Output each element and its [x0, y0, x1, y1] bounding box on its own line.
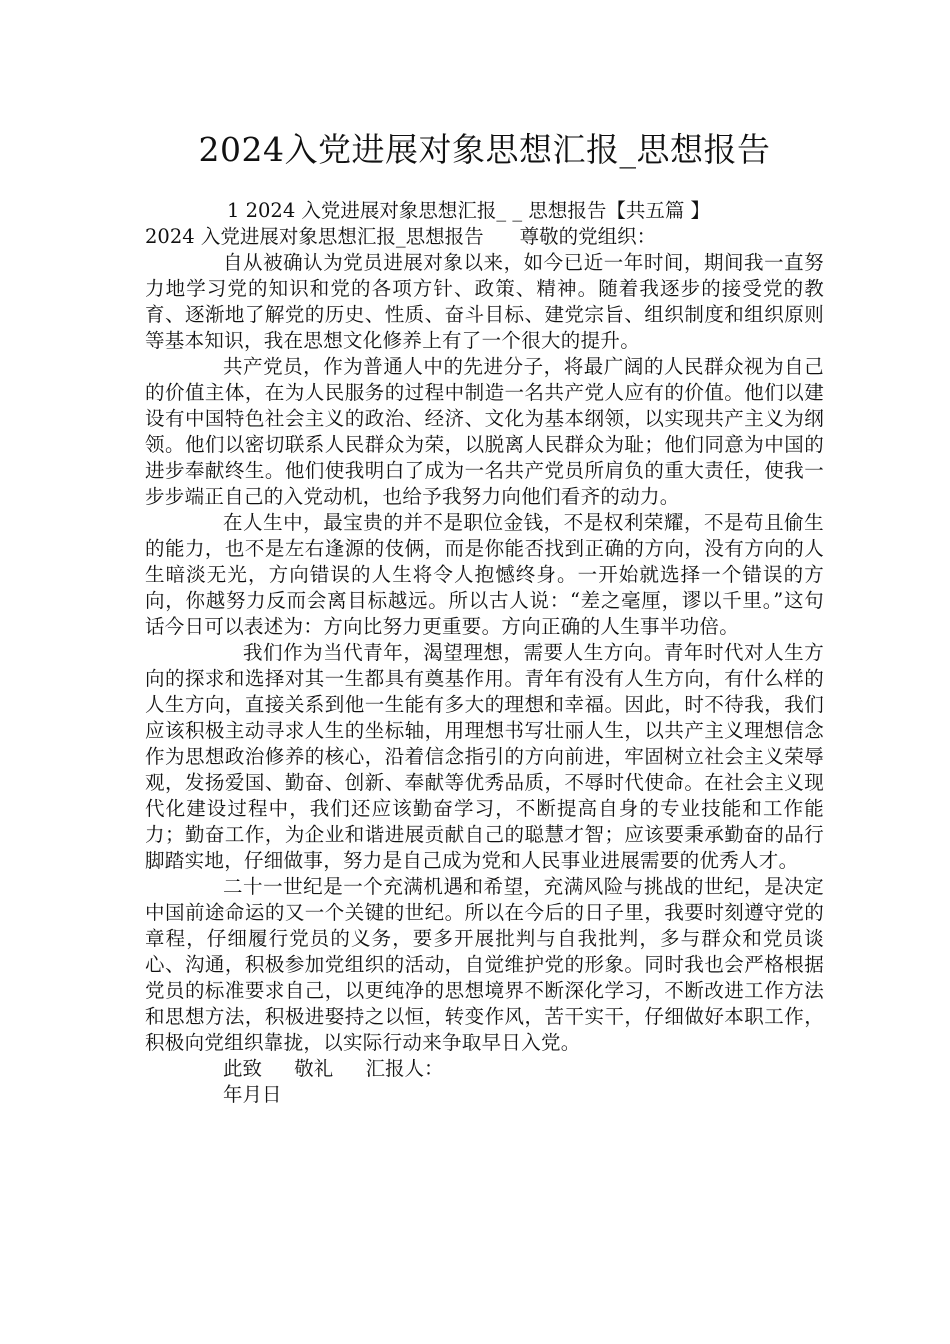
intro-line-2 — [145, 224, 824, 250]
closing-line — [145, 1056, 824, 1082]
closing-ci-zhi: 此致 — [223, 1057, 263, 1080]
intro-subtitle: 2024 入党进展对象思想汇报_思想报告 — [145, 225, 484, 248]
closing-reporter: 汇报人： — [365, 1057, 444, 1080]
closing-jing-li: 敬礼 — [294, 1057, 334, 1080]
document-title: 2024入党进展对象思想汇报_思想报告 — [198, 130, 771, 169]
date-line: 年月日 — [223, 1083, 282, 1106]
paragraph-5: 二十一世纪是一个充满机遇和希望，充满风险与挑战的世纪，是决定中国前途命运的又一个关键的世纪。所以在今后的日子里，我要时刻遵守党的章程，仔细履行党员的义务，要多开展批判与自我批判，多与群众和党员谈心、沟通，积极参加党组织的活动，自觉维护党的形象。同时我也会严格根据党员的标准要求自己，以更纯净的思想境界不断深化学习，不断改进工作方法和思想方法，积极进娶持之以恒，转变作风，苦干实干，仔细做好本职工作，积极向党组织靠拢，以实际行动来争取早日入党。 — [145, 875, 824, 1054]
paragraph-2: 共产党员，作为普通人中的先进分子，将最广阔的人民群众视为自己的价值主体，在为人民服务的过程中制造一名共产党人应有的价值。他们以建设有中国特色社会主义的政治、经济、文化为基本纲领，以实现共产主义为纲领。他们以密切联系人民群众为荣，以脱离人民群众为耻；他们同意为中国的进步奉献终生。他们使我明白了成为一名共产党员所肩负的重大责任，使我一步步端正自己的入党动机，也给予我努力向他们看齐的动力。 — [145, 355, 824, 508]
intro-block — [145, 198, 824, 250]
salutation: 尊敬的党组织： — [519, 225, 657, 248]
paragraph-4: 我们作为当代青年，渴望理想，需要人生方向。青年时代对人生方向的探求和选择对其一生都具有奠基作用。青年有没有人生方向，有什么样的人生方向，直接关系到他一生能有多大的理想和幸福。因此，时不待我，我们应该积极主动寻求人生的坐标轴，用理想书写壮丽人生，以共产主义理想信念作为思想政治修养的核心，沿着信念指引的方向前进，牢固树立社会主义荣辱观，发扬爱国、勤奋、创新、奉献等优秀品质，不辱时代使命。在社会主义现代化建设过程中，我们还应该勤奋学习，不断提高自身的专业技能和工作能力；勤奋工作，为企业和谐进展贡献自己的聪慧才智；应该要秉承勤奋的品行脚踏实地，仔细做事，努力是自己成为党和人民事业进展需要的优秀人才。 — [145, 641, 824, 872]
intro-line-1: 1 2024 入党进展对象思想汇报_ _ 思想报告【共五篇 】 — [227, 199, 711, 222]
paragraph-1: 自从被确认为党员进展对象以来，如今已近一年时间，期间我一直努力地学习党的知识和党的各项方针、政策、精神。随着我逐步的接受党的教育、逐渐地了解党的历史、性质、奋斗目标、建党宗旨、组织制度和组织原则等基本知识，我在思想文化修养上有了一个很大的提升。 — [145, 251, 824, 352]
paragraph-3: 在人生中，最宝贵的并不是职位金钱，不是权利荣耀，不是苟且偷生的能力，也不是左右逢源的伎俩，而是你能否找到正确的方向，没有方向的人生暗淡无光，方向错误的人生将令人抱憾终身。一开始就选择一个错误的方向，你越努力反而会离目标越远。所以古人说：“差之毫厘，谬以千里。”这句话今日可以表述为：方向比努力更重要。方向正确的人生事半功倍。 — [145, 511, 824, 638]
